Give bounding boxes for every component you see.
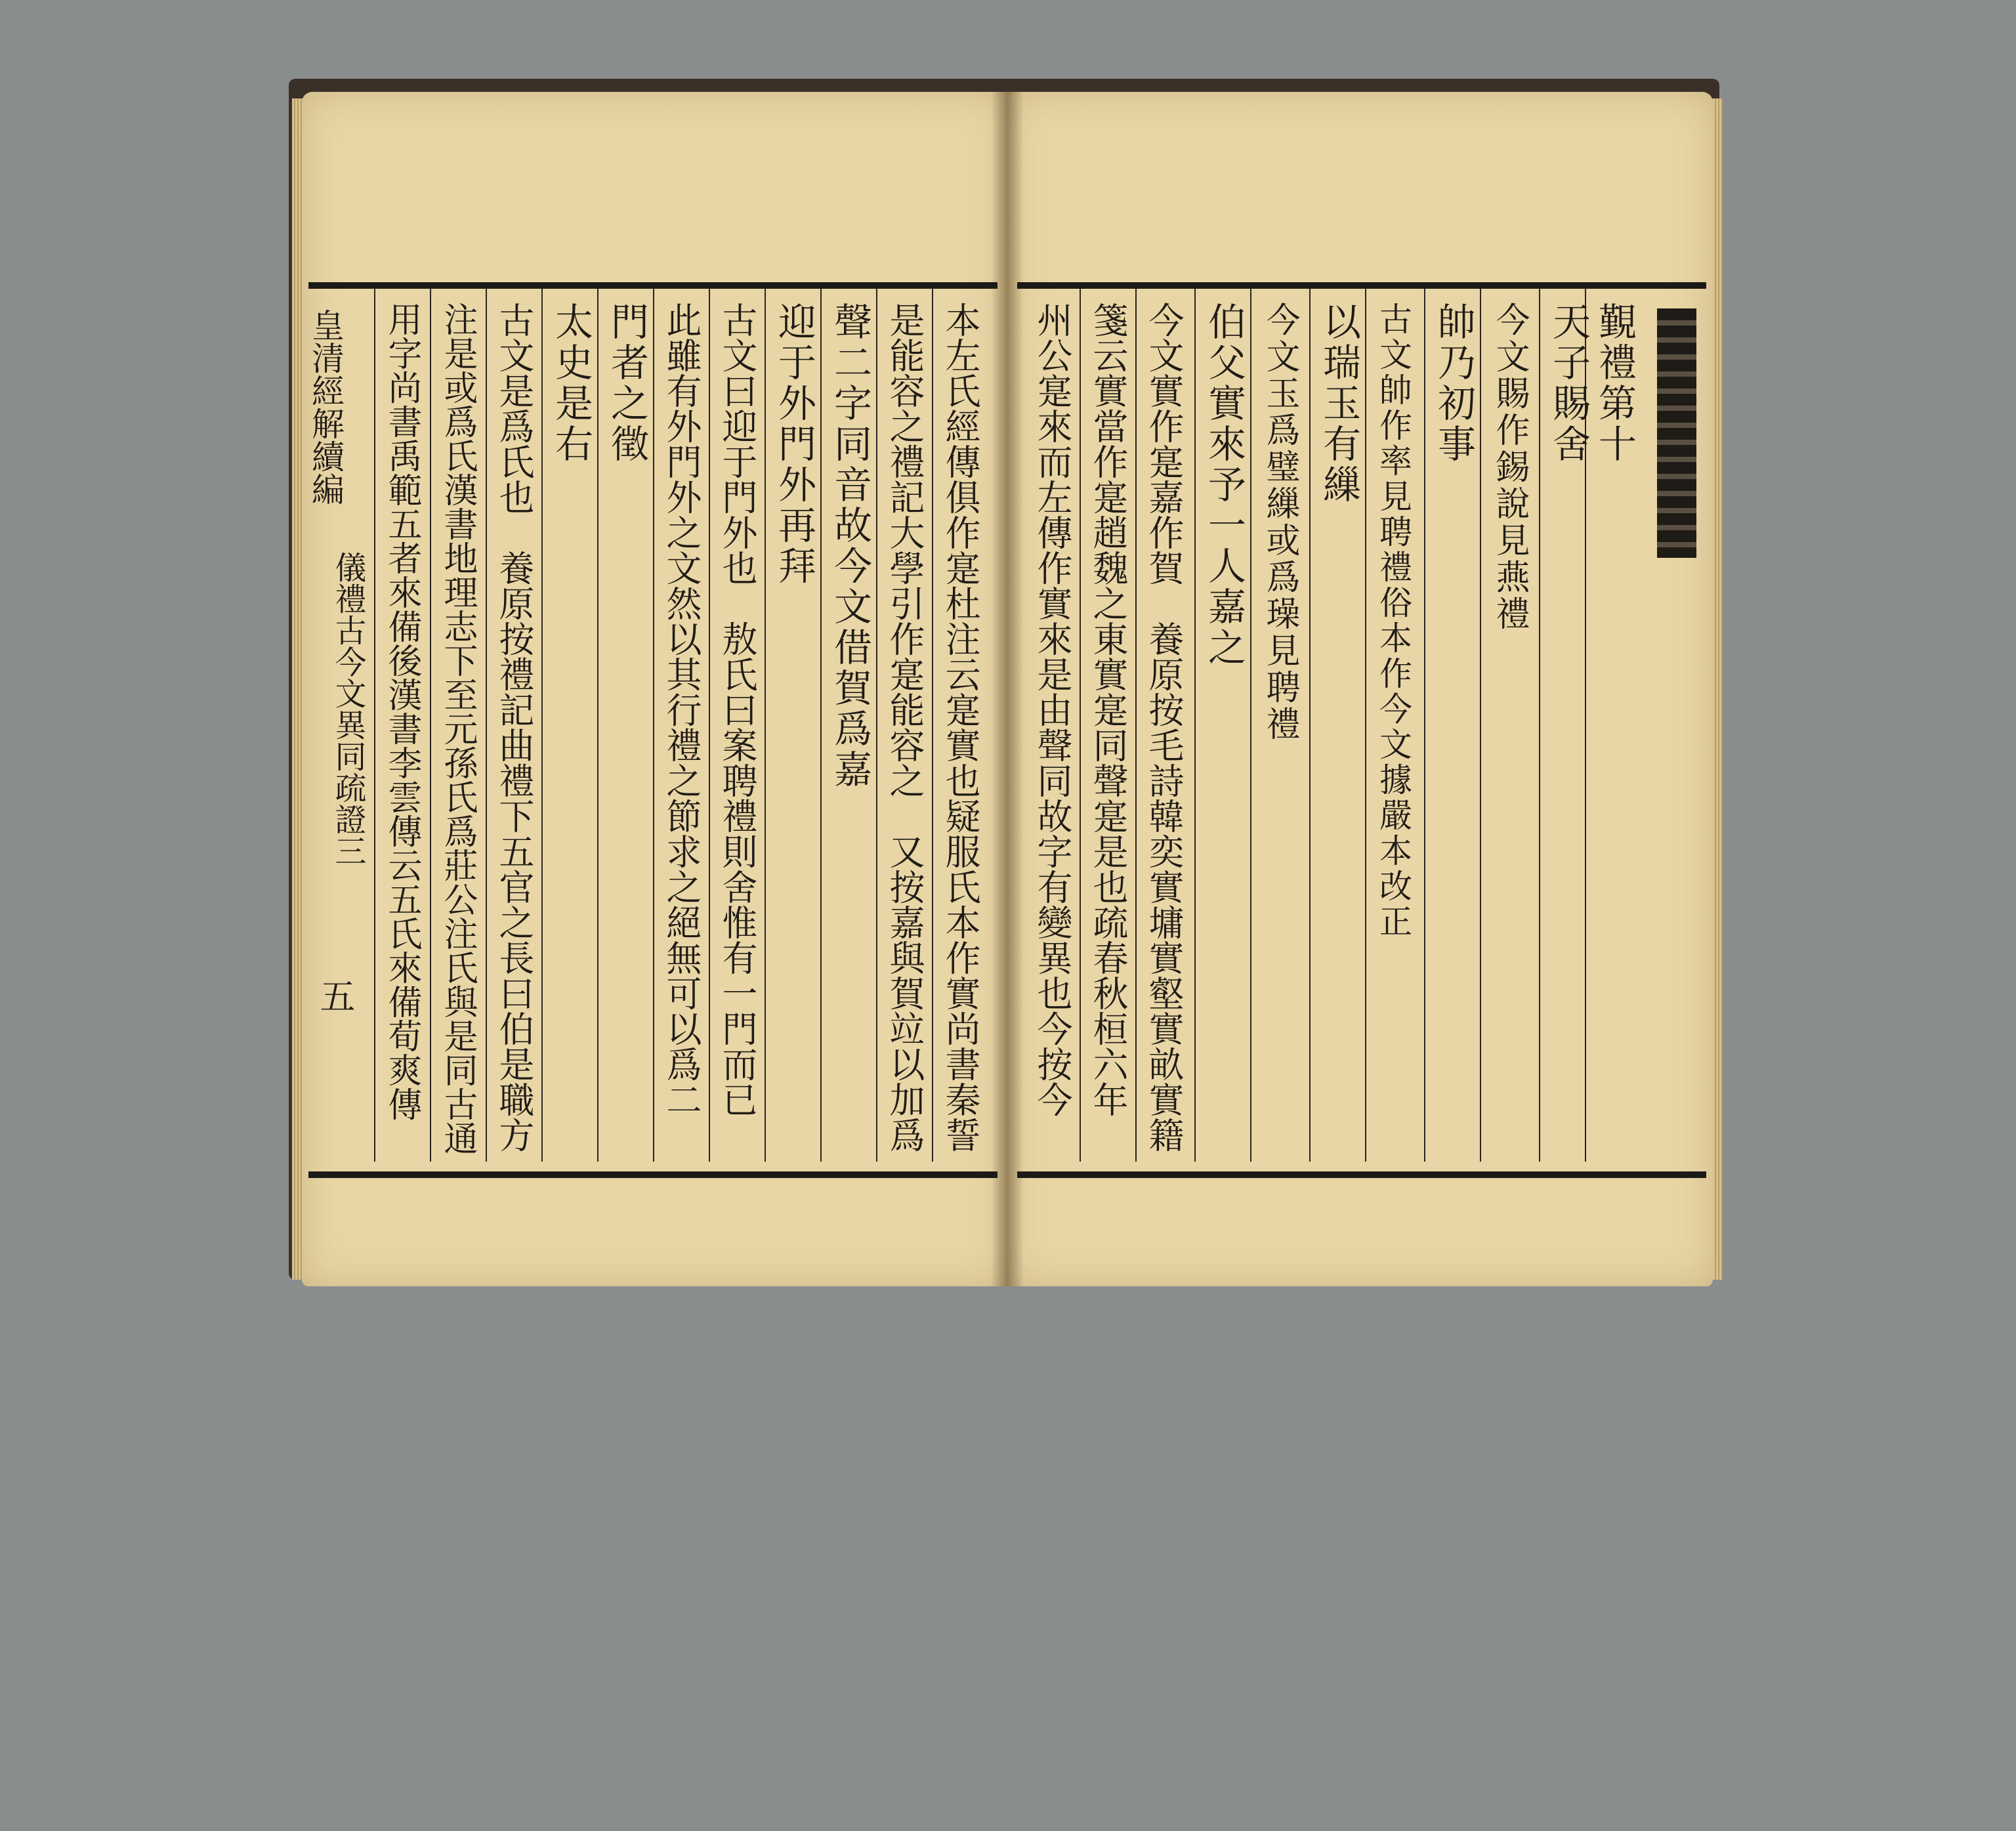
- right-column-4: 帥乃初事: [1431, 302, 1476, 465]
- left-column-5: 古文曰迎于門外也 敖氏曰案聘禮則舍惟有一門而已: [717, 302, 758, 1117]
- left-column-6: 此雖有外門外之文然以其行禮之節求之絕無可以爲二: [661, 302, 702, 1117]
- column-rule: [1194, 289, 1196, 1162]
- column-rule: [1539, 289, 1540, 1162]
- right-column-9: 今文實作寔嘉作賀 養原按毛詩韓奕實墉實壑實畝實籍: [1143, 302, 1185, 1152]
- column-rule: [820, 289, 822, 1162]
- column-rule: [1250, 289, 1251, 1162]
- column-rule: [430, 289, 431, 1162]
- left-column-11: 用字尚書禹範五者來備後漢書李雲傳云五氏來備荀爽傳: [382, 302, 421, 1121]
- column-rule: [653, 289, 654, 1162]
- right-column-1: 覲禮第十: [1592, 302, 1637, 465]
- left-column-3: 聲二字同音故今文借賀爲嘉: [828, 302, 872, 790]
- column-rule: [876, 289, 877, 1162]
- column-rule: [597, 289, 598, 1162]
- right-column-11: 州公寔來而左傳作實來是由聲同故字有變異也今按今: [1032, 302, 1073, 1117]
- column-rule: [932, 289, 933, 1162]
- left-column-7: 門者之徵: [604, 302, 649, 465]
- page-number: 五: [314, 978, 356, 1016]
- column-rule: [765, 289, 766, 1162]
- column-rule: [1309, 289, 1311, 1162]
- right-column-10: 箋云實當作寔趙魏之東實寔同聲寔是也疏春秋桓六年: [1087, 302, 1129, 1117]
- left-column-1: 本左氏經傳俱作寔杜注云寔實也疑服氏本作實尚書秦誓: [940, 302, 981, 1152]
- left-column-10: 注是或爲氏漢書地理志下至元孫氏爲莊公注氏與是同古通: [438, 302, 477, 1155]
- column-rule: [709, 289, 710, 1162]
- column-rule: [374, 289, 375, 1162]
- column-rule: [1365, 289, 1366, 1162]
- right-column-8: 伯父實來予一人嘉之: [1202, 302, 1246, 668]
- right-column-2: 天子賜舍: [1546, 302, 1591, 465]
- book-title: 皇清經解續編: [306, 308, 345, 505]
- right-margin-ink: [1657, 308, 1696, 558]
- column-rule: [1135, 289, 1137, 1162]
- left-column-9: 古文是爲氏也 養原按禮記曲禮下五官之長曰伯是職方: [494, 302, 535, 1152]
- right-column-5: 古文帥作率見聘禮俗本作今文據嚴本改正: [1374, 302, 1412, 940]
- column-rule: [486, 289, 487, 1162]
- left-column-4: 迎于外門外再拜: [772, 302, 816, 587]
- right-column-3: 今文賜作錫說見燕禮: [1490, 302, 1529, 633]
- column-rule: [541, 289, 543, 1162]
- left-column-2: 是能容之禮記大學引作寔能容之 又按嘉與賀竝以加爲: [884, 302, 925, 1152]
- column-rule: [1424, 289, 1425, 1162]
- right-column-6: 以瑞玉有繅: [1316, 302, 1361, 505]
- right-column-7: 今文玉爲璧繅或爲璪見聘禮: [1260, 302, 1299, 743]
- column-rule: [1080, 289, 1081, 1162]
- column-rule: [1480, 289, 1481, 1162]
- margin-title: 儀禮古今文異同疏證三: [329, 551, 366, 866]
- left-column-8: 太史是右: [549, 302, 593, 465]
